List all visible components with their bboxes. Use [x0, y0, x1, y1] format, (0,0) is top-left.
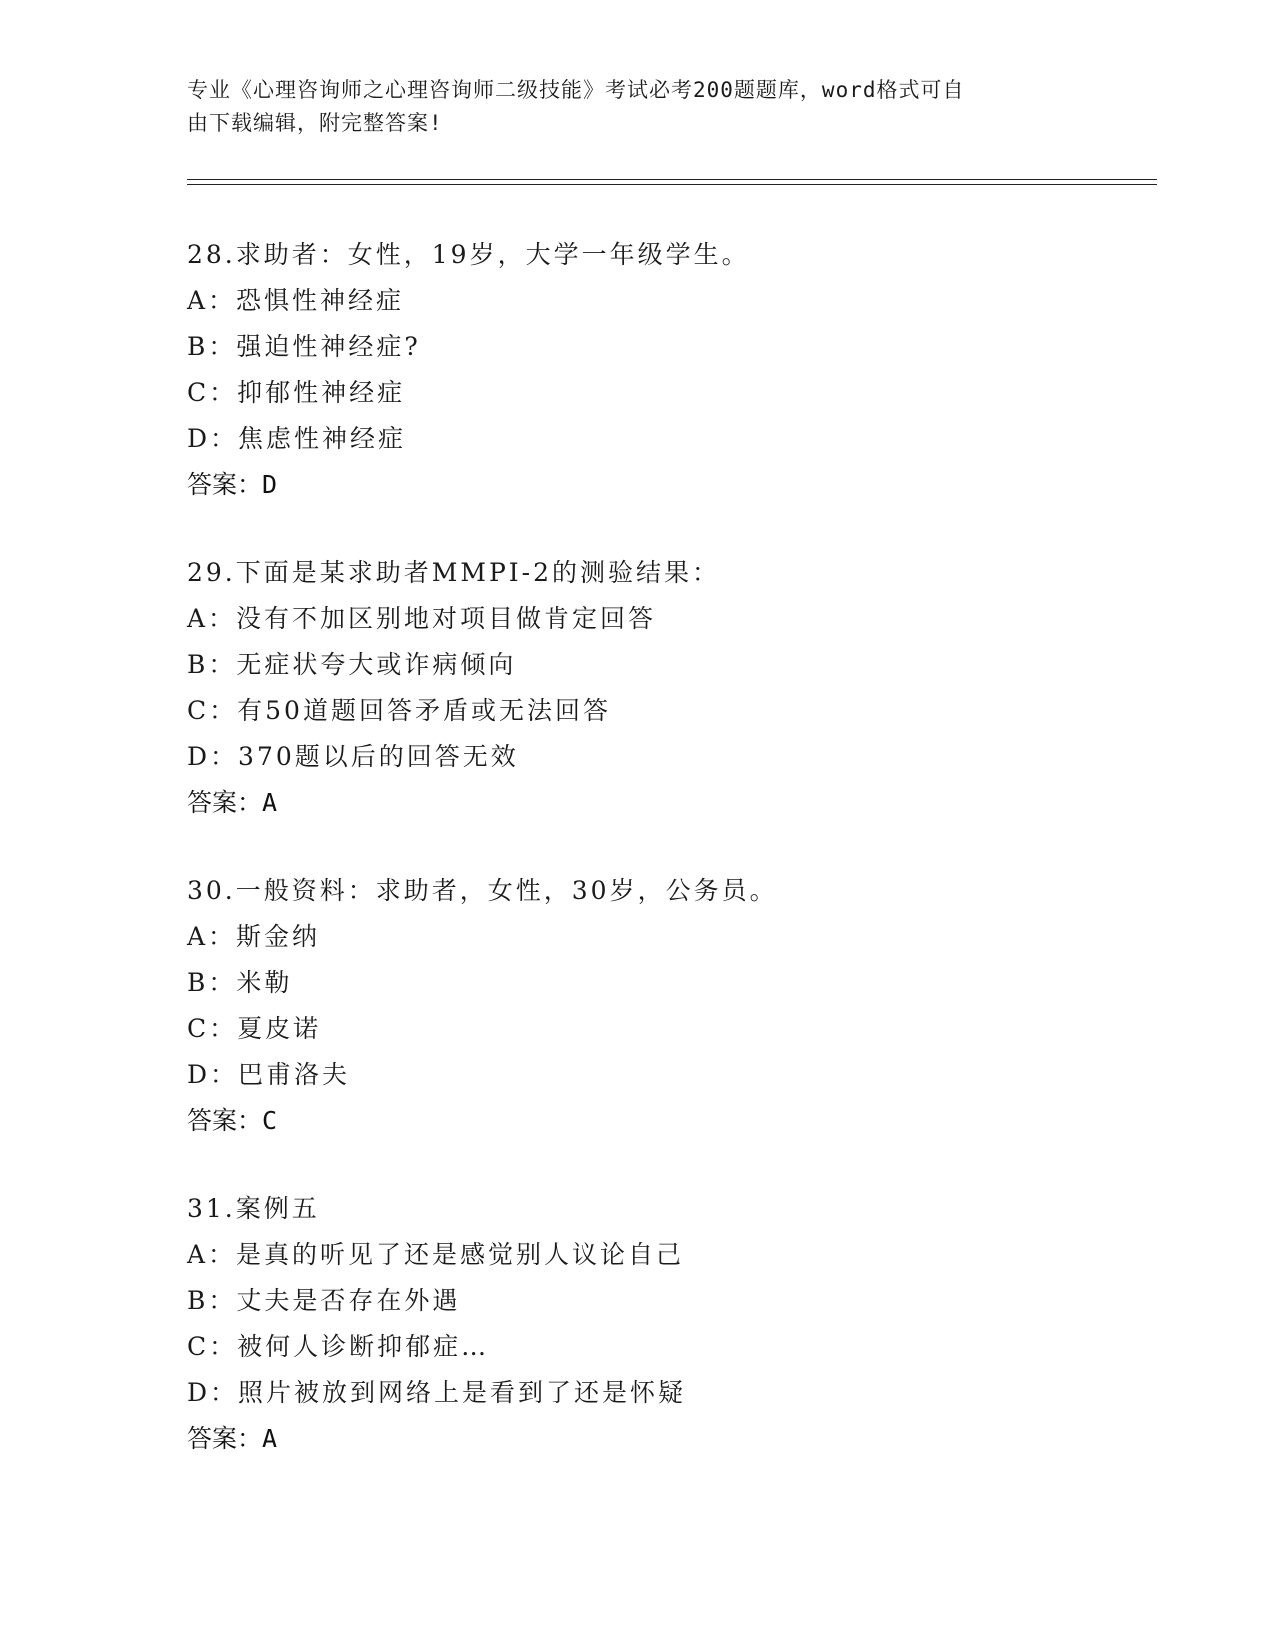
question-stem: 29.下面是某求助者MMPI-2的测验结果： [187, 558, 721, 587]
answer-line: 答案：C [187, 1106, 278, 1135]
header-line-1: 专业《心理咨询师之心理咨询师二级技能》考试必考200题题库，word格式可自 [187, 78, 965, 102]
question-stem: 31.案例五 [187, 1194, 320, 1223]
question-stem: 30.一般资料：求助者，女性，30岁，公务员。 [187, 876, 778, 905]
question-30 [187, 868, 1147, 1144]
option-b: B：米勒 [187, 968, 293, 997]
question-stem: 28.求助者：女性，19岁，大学一年级学生。 [187, 240, 750, 269]
option-c: C：抑郁性神经症 [187, 378, 406, 407]
option-c: C：被何人诊断抑郁症… [187, 1332, 490, 1361]
option-c: C：有50道题回答矛盾或无法回答 [187, 696, 611, 725]
option-a: A：斯金纳 [187, 922, 321, 951]
answer-line: 答案：D [187, 470, 278, 499]
option-a: A：没有不加区别地对项目做肯定回答 [187, 604, 657, 633]
option-c: C：夏皮诺 [187, 1014, 322, 1043]
document-header [187, 74, 1087, 140]
question-28 [187, 232, 1147, 508]
header-line-2: 由下载编辑，附完整答案! [187, 111, 443, 135]
header-divider-top [187, 179, 1157, 180]
question-31 [187, 1186, 1147, 1462]
option-d: D：370题以后的回答无效 [187, 742, 519, 771]
option-b: B：无症状夸大或诈病倾向 [187, 650, 517, 679]
option-d: D：照片被放到网络上是看到了还是怀疑 [187, 1378, 687, 1407]
option-a: A：恐惧性神经症 [187, 286, 405, 315]
option-d: D：焦虑性神经症 [187, 424, 407, 453]
option-b: B：丈夫是否存在外遇 [187, 1286, 461, 1315]
option-b: B：强迫性神经症? [187, 332, 421, 361]
option-d: D：巴甫洛夫 [187, 1060, 351, 1089]
header-divider-bottom [187, 184, 1157, 185]
answer-line: 答案：A [187, 788, 278, 817]
question-29 [187, 550, 1147, 826]
answer-line: 答案：A [187, 1424, 278, 1453]
option-a: A：是真的听见了还是感觉别人议论自己 [187, 1240, 685, 1269]
